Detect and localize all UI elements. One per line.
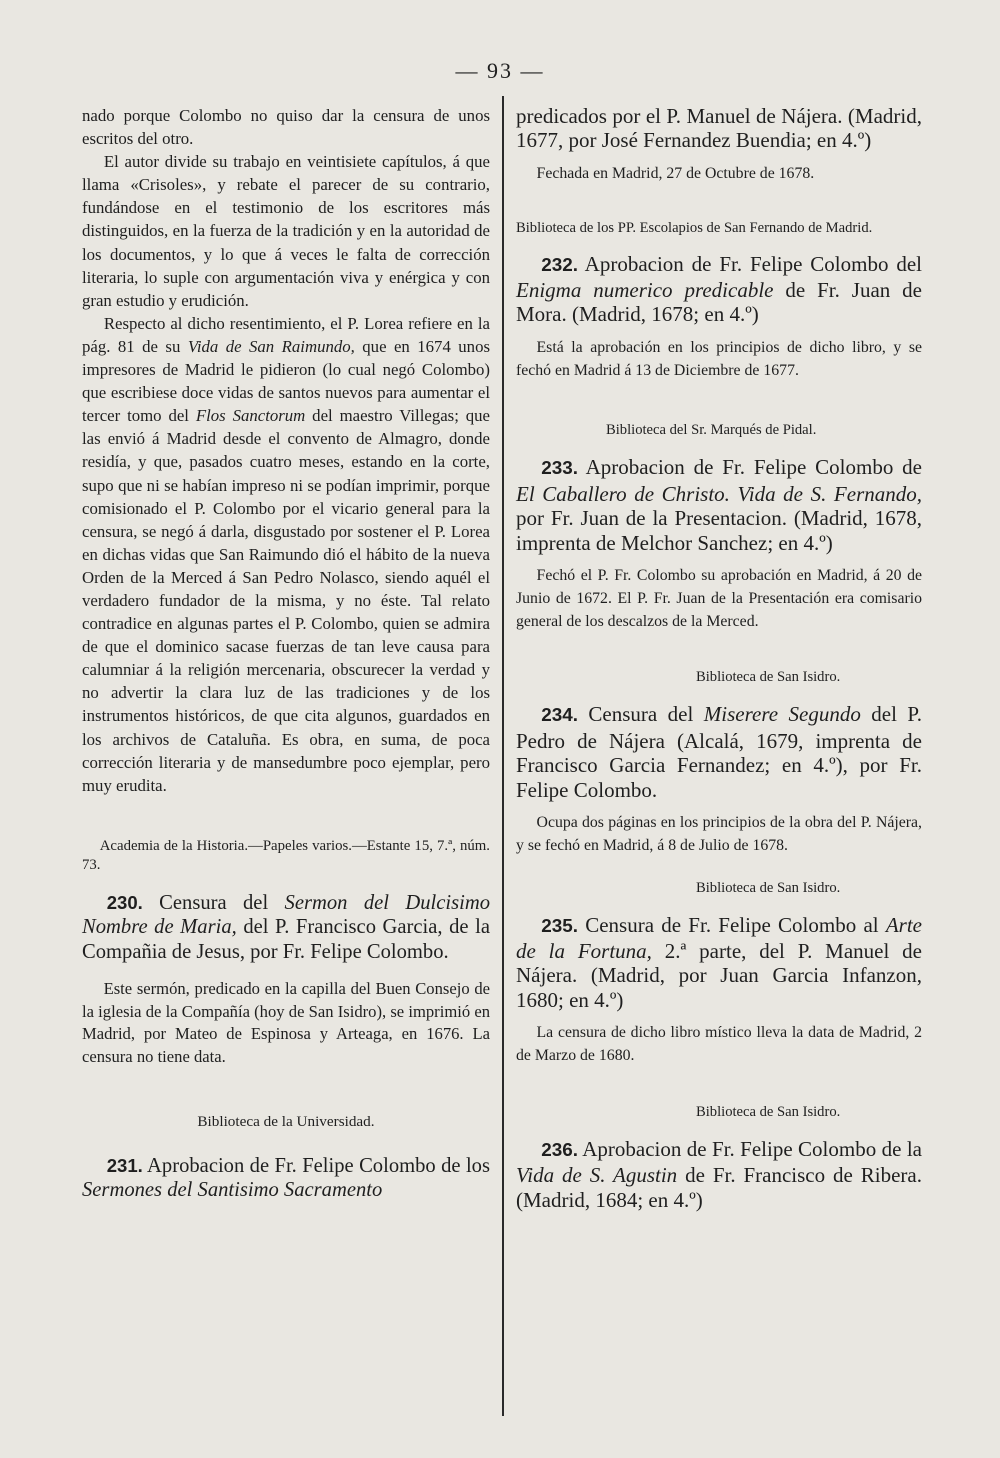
text: que en 1674 unos impresores de Madrid le pidieron (lo cual negó Colombo) que escribiese doce vidas de santos nuevos para aumentar el tercer tomo del [82, 336, 490, 426]
book-title: Sermones del Santisimo Sacramento [82, 1178, 383, 1201]
entry-231-continued: predicados por el P. Manuel de Nájera. (Madrid, 1677, por José Fernandez Buendia; en 4.º) [516, 104, 922, 153]
text: del P. Francisco Garcia, de la Compañia de Jesus, por Fr. Felipe Colombo. [82, 916, 490, 963]
right-column [516, 104, 922, 1212]
text: Aprobacion de Fr. Felipe Colombo de [577, 455, 922, 480]
text: por Fr. Juan de la Presentacion. (Madrid, 1678, imprenta de Melchor Sanchez; en 4.º) [516, 506, 922, 555]
library-reference: Biblioteca del Sr. Marqués de Pidal. [606, 422, 817, 439]
book-title: Vida de San Raimundo, [187, 336, 355, 356]
library-reference: Biblioteca de la Universidad. [197, 1113, 375, 1131]
entry-note: Este sermón, predicado en la capilla del Buen Consejo de la iglesia de la Compañía (hoy de San Isidro), se imprimió en Madrid, por Mateo de Espinosa y Arteaga, en 1676. La censura no tiene data. [82, 979, 490, 1066]
text: de Fr. Francisco de Ribera. (Madrid, 1684; en 4.º) [516, 1163, 922, 1212]
text: Aprobacion de Fr. Felipe Colombo del [577, 251, 922, 276]
entry-note: Está la aprobación en los principios de dicho libro, y se fechó en Madrid á 13 de Diciembre de 1677. [516, 338, 922, 379]
entry-number: 233. [541, 458, 578, 480]
entry-231 [82, 1154, 490, 1203]
text: 2.ª parte, del P. Manuel de Nájera. (Madrid, por Juan Garcia Infanzon, 1680; en 4.º) [516, 939, 922, 1012]
entry-note: La censura de dicho libro místico lleva la data de Madrid, 2 de Marzo de 1680. [516, 1024, 922, 1065]
text: del P. Pedro de Nájera (Alcalá, 1679, imprenta de Francisco Garcia Fernandez; en 4.º), por Fr. Felipe Colombo. [516, 702, 922, 802]
book-title: Vida de S. Agustin [516, 1163, 678, 1188]
entry-note: Fechó el P. Fr. Colombo su aprobación en Madrid, á 20 de Junio de 1672. El P. Fr. Juan de la Presentación era comisario general de los descalzos de la Merced. [516, 567, 922, 630]
text: del maestro Villegas; que las envió á Madrid desde el convento de Almagro, donde residía, y que, pasados cuatro meses, estando en la corte, supo que ni se habían impreso ni se podían imprimir, porque comisionado el P. Colombo por el vicario general para la censura, se negó á darla, disgustado por sostener el P. Lorea en dichas vidas que San Raimundo dió el hábito de la nueva Orden de la Merced á San Pedro Nolasco, siendo aquél el verdadero fundador de la misma, y no éste. Tal relato contradice en algunas partes el P. Colombo, quien se admira de que el dominico sacase fuerzas de tan leve causa para calumniar á la religión mercenaria, obscurecer la verdad y no advertir la clara luz de las tradiciones y de los instrumentos históricos, de que cita algunos, guardados en los archivos de Cataluña. Es obra, en suma, de poca corrección literaria y de mansedumbre poco ejemplar, pero muy erudita. [82, 406, 490, 795]
text: de Fr. Juan de Mora. (Madrid, 1678; en 4.º) [516, 278, 922, 327]
book-title: El Caballero de Christo. Vida de S. Fernando, [516, 481, 922, 506]
library-reference: Biblioteca de San Isidro. [696, 1103, 841, 1120]
entry-number: 230. [106, 891, 143, 913]
text: Censura de Fr. Felipe Colombo al [577, 912, 886, 937]
paragraph: nado porque Colombo no quiso dar la censura de unos escritos del otro. [82, 106, 490, 149]
column-divider [502, 96, 504, 1416]
paragraph [82, 312, 490, 797]
book-title: Miserere Segundo [703, 702, 861, 727]
entry-number: 231. [106, 1154, 143, 1176]
book-title: Flos Sanctorum [195, 406, 306, 426]
entry-number: 232. [541, 254, 578, 276]
entry-number: 236. [541, 1139, 578, 1161]
entry-note: Ocupa dos páginas en los principios de la obra del P. Nájera, y se fechó en Madrid, á 8 de Julio de 1678. [516, 814, 922, 854]
source-reference: Academia de la Historia.—Papeles varios.—Estante 15, 7.ª, núm. 73. [82, 837, 490, 873]
text: Respecto al dicho resentimiento, el P. Lorea refiere en la pág. 81 de su [82, 313, 490, 356]
library-reference: Biblioteca de los PP. Escolapios de San Fernando de Madrid. [516, 219, 873, 236]
text: Censura del [577, 702, 704, 727]
library-reference: Biblioteca de San Isidro. [696, 879, 841, 896]
entry-234 [516, 702, 922, 802]
paragraph: El autor divide su trabajo en veintisiete capítulos, á que llama «Crisoles», y rebate el parecer de su contrario, fundándose en el testimonio de los escritores más distinguidos, en la fuerza de la tradición y en la autoridad de los documentos, y lo que á veces le falta de corrección literaria, lo suple con argumentación viva y enérgica y con gran estudio y erudición. [82, 152, 490, 310]
book-title: Enigma numerico predicable [516, 278, 774, 303]
entry-233 [516, 455, 922, 555]
entry-230 [82, 891, 490, 964]
text: Censura del [142, 891, 285, 914]
entry-note: Fechada en Madrid, 27 de Octubre de 1678. [536, 164, 815, 182]
book-title: Sermon del Dulcisimo Nombre de Maria, [82, 891, 490, 939]
text: Aprobacion de Fr. Felipe Colombo de los [142, 1154, 490, 1177]
page-number: — 93 — [455, 58, 545, 83]
entry-232 [516, 252, 922, 327]
entry-number: 234. [541, 705, 578, 727]
entry-236 [516, 1137, 922, 1212]
entry-number: 235. [541, 915, 578, 937]
book-title: Arte de la Fortuna, [516, 912, 922, 964]
left-column [82, 104, 490, 1202]
library-reference: Biblioteca de San Isidro. [696, 669, 841, 686]
entry-235 [516, 913, 922, 1013]
text: Aprobacion de Fr. Felipe Colombo de la [577, 1136, 922, 1161]
